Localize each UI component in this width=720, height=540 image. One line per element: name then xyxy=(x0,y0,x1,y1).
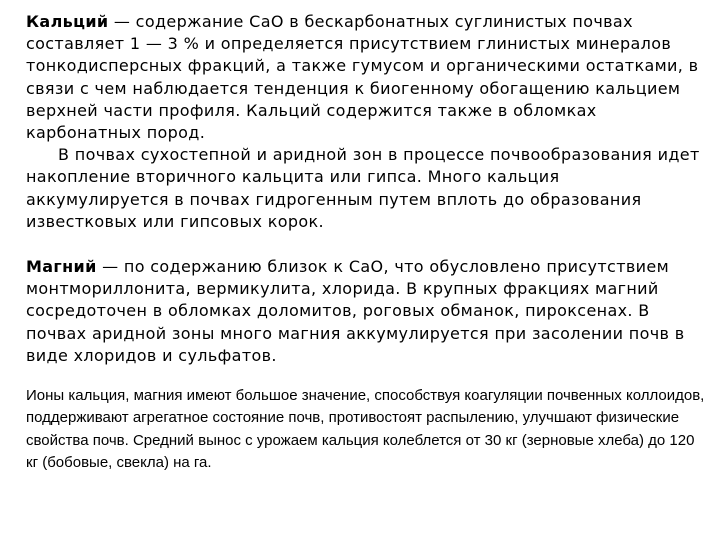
magnesium-text: — по содержанию близок к CaO, что обусловлено присутствием монтмориллонита, вермикулита, хлорида. В крупных фракциях магний сосредоточен в обломках доломитов, роговых обманок, пироксенах. В почвах аридной зоны много магния аккумулируется при засолении почв в виде хлоридов и сульфатов. xyxy=(26,257,685,365)
calcium-paragraph xyxy=(26,11,706,144)
magnesium-paragraph xyxy=(26,256,706,367)
ions-paragraph: Ионы кальция, магния имеют большое значение, способствуя коагуляции почвенных коллоидов, поддерживают агрегатное состояние почв, противостоят распылению, улучшают физические свойства почв. Средний вынос с урожаем кальция колеблется от 30 кг (зерновые хлеба) до 120 кг (бобовые, свекла) на га. xyxy=(26,387,705,472)
document-page xyxy=(26,11,706,475)
magnesium-term: Магний xyxy=(26,257,97,277)
calcium-term: Кальций xyxy=(26,12,109,31)
calcium-paragraph-2: В почвах сухостепной и аридной зон в процессе почвообразования идет накопление вторичного кальцита или гипса. Много кальция аккумулируется в почвах гидрогенным путем вплоть до образования известковых или гипсовых корок. xyxy=(26,145,700,231)
paragraph-spacer xyxy=(26,367,706,385)
calcium-text: — содержание CaO в бескарбонатных суглинистых почвах составляет 1 — 3 % и определяется присутствием глинистых минералов тонкодисперсных фракций, а также гумусом и органическими остатками, в связи с чем наблюдается тенденция к биогенному обогащению кальцием верхней части профиля. Кальций содержится также в обломках карбонатных пород. xyxy=(26,12,699,143)
paragraph-spacer xyxy=(26,233,706,256)
